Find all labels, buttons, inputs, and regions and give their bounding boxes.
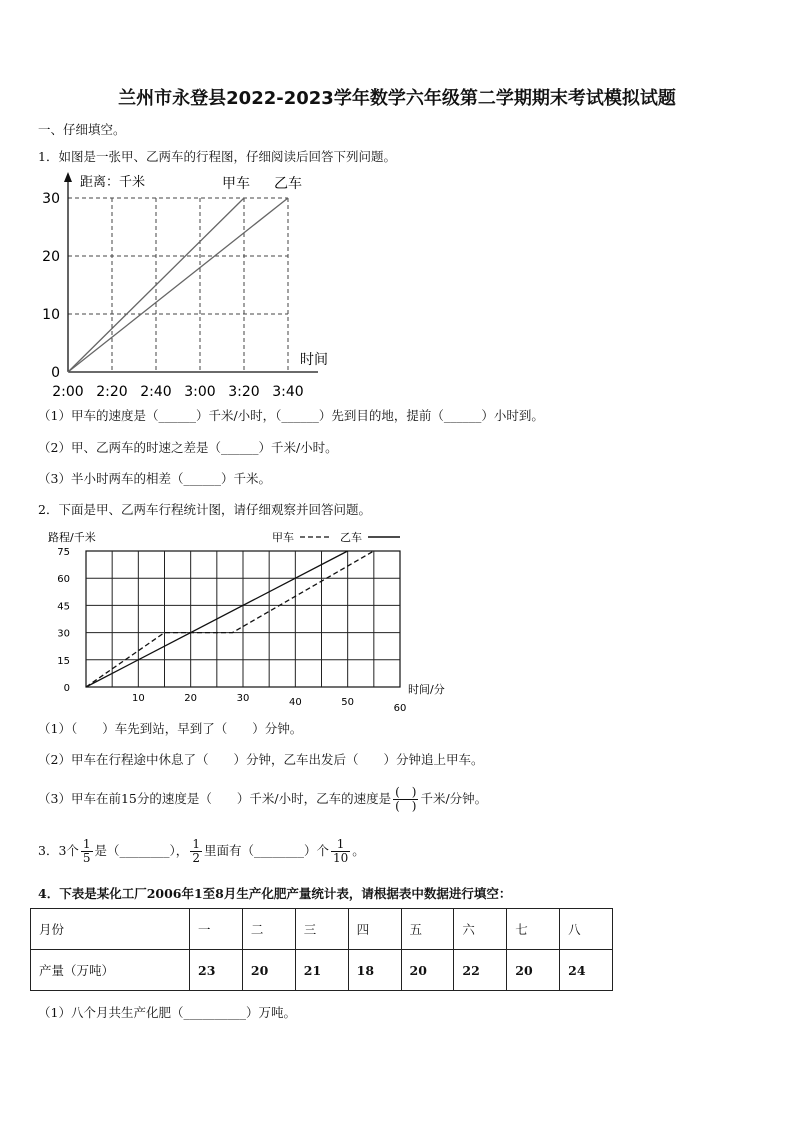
question-2-stem: 2．下面是甲、乙两车行程统计图，请仔细观察并回答问题。	[38, 502, 371, 517]
table-row	[31, 950, 613, 991]
x-tick-label: 50	[341, 697, 355, 708]
y-tick-label: 10	[42, 307, 60, 323]
y-tick-label: 15	[57, 655, 70, 667]
question-3-text-b: 是（________），	[94, 843, 189, 858]
y-tick-label: 45	[57, 601, 70, 613]
fraction-one-tenth	[331, 838, 350, 865]
question-2-sub3-text-b: 千米/分钟。	[420, 791, 488, 806]
table-cell: 一	[190, 909, 243, 950]
fraction-denominator: 10	[332, 851, 349, 865]
chart2-series	[86, 551, 374, 687]
table-cell: 四	[348, 909, 401, 950]
question-2-sub2: （2）甲车在行程途中休息了（ ）分钟，乙车出发后（ ）分钟追上甲车。	[38, 752, 484, 767]
travel-chart-1	[38, 168, 338, 404]
table-cell: 24	[560, 950, 613, 991]
x-tick-label: 30	[236, 693, 250, 704]
legend-label-jia: 甲车	[272, 531, 294, 544]
table-cell: 20	[242, 950, 295, 991]
x-tick-label: 20	[184, 693, 198, 704]
fraction-numerator: 1	[82, 837, 91, 851]
table-cell: 八	[560, 909, 613, 950]
y-tick-label: 0	[51, 365, 60, 381]
x-axis-label: 时间	[300, 352, 328, 368]
table-header-row	[31, 909, 613, 950]
fraction-denominator: 5	[82, 851, 91, 865]
table-cell: 23	[190, 950, 243, 991]
y-axis-label: 距离：千米	[80, 175, 146, 190]
question-2-sub3-text-a: （3）甲车在前15分的速度是（ ）千米/小时，乙车的速度是	[38, 791, 392, 806]
table-cell: 21	[295, 950, 348, 991]
fraction-denominator: ( )	[395, 799, 417, 813]
travel-chart-2	[38, 527, 458, 711]
fraction-numerator: 1	[331, 838, 350, 852]
table-cell: 20	[507, 950, 560, 991]
y-tick-label: 75	[57, 547, 70, 558]
x-tick-label: 3:00	[184, 384, 216, 400]
blank-fraction	[393, 786, 418, 813]
legend-label-yi: 乙车	[340, 531, 362, 544]
chart2-grid	[86, 551, 400, 687]
x-tick-label: 3:20	[228, 384, 260, 400]
x-tick-label: 2:20	[96, 384, 128, 400]
question-2-sub1: （1）（ ）车先到站，早到了（ ）分钟。	[38, 721, 303, 736]
y-tick-label: 30	[57, 628, 70, 640]
fraction-numerator: 1	[192, 837, 200, 851]
y-axis-arrow-icon	[64, 172, 72, 182]
table-cell: 月份	[31, 909, 190, 950]
table-cell: 七	[507, 909, 560, 950]
question-3	[38, 838, 365, 865]
question-3-text-a: 3．3个	[38, 843, 79, 858]
x-tick-label: 2:40	[140, 384, 172, 400]
question-3-text-d: 。	[352, 843, 365, 858]
chart1-axes	[64, 172, 318, 372]
series-label: 甲车	[222, 176, 250, 192]
x-tick-label: 2:00	[52, 384, 84, 400]
y-tick-label: 60	[57, 574, 70, 586]
question-1-sub3: （3）半小时两车的相差（______）千米。	[38, 471, 271, 486]
chart1-labels	[42, 174, 328, 400]
table-cell: 五	[401, 909, 454, 950]
y-tick-label: 30	[42, 191, 60, 207]
fraction-one-fifth	[81, 838, 93, 865]
question-4-sub1: （1）八个月共生产化肥（__________）万吨。	[38, 1005, 296, 1020]
chart1-series	[68, 198, 288, 372]
question-3-text-c: 里面有（________）个	[203, 843, 329, 858]
section-heading: 一、仔细填空。	[38, 122, 126, 137]
question-1-sub2: （2）甲、乙两车的时速之差是（______）千米/小时。	[38, 440, 338, 455]
series-line-yi	[68, 198, 288, 372]
question-4-stem: 4．下表是某化工厂2006年1至8月生产化肥产量统计表，请根据表中数据进行填空：	[38, 886, 512, 901]
table-cell: 18	[348, 950, 401, 991]
series-line-jia	[86, 551, 374, 687]
table-cell: 二	[242, 909, 295, 950]
y-tick-label: 20	[42, 249, 60, 265]
table-cell: 22	[454, 950, 507, 991]
fraction-numerator: ( )	[395, 785, 417, 799]
fraction-denominator: 2	[192, 851, 200, 865]
fraction-one-half	[190, 838, 202, 865]
question-2-sub3	[38, 786, 487, 813]
y-axis-label: 路程/千米	[48, 531, 96, 544]
y-tick-label: 0	[63, 683, 70, 694]
x-tick-label: 60	[393, 703, 407, 711]
table-cell: 六	[454, 909, 507, 950]
production-table	[30, 908, 613, 991]
x-tick-label: 40	[288, 697, 302, 708]
table-cell: 20	[401, 950, 454, 991]
table-cell: 三	[295, 909, 348, 950]
page-title: 兰州市永登县2022-2023学年数学六年级第二学期期末考试模拟试题	[118, 88, 676, 109]
x-tick-label: 3:40	[272, 384, 304, 400]
chart2-labels	[48, 530, 445, 711]
x-tick-label: 10	[131, 693, 145, 704]
table-cell: 产量（万吨）	[31, 950, 190, 991]
x-axis-label: 时间/分	[408, 683, 445, 696]
question-1-stem: 1．如图是一张甲、乙两车的行程图，仔细阅读后回答下列问题。	[38, 149, 396, 164]
series-label: 乙车	[274, 176, 302, 192]
question-1-sub1: （1）甲车的速度是（______）千米/小时，（______）先到目的地，提前（______）小时到。	[38, 408, 544, 423]
